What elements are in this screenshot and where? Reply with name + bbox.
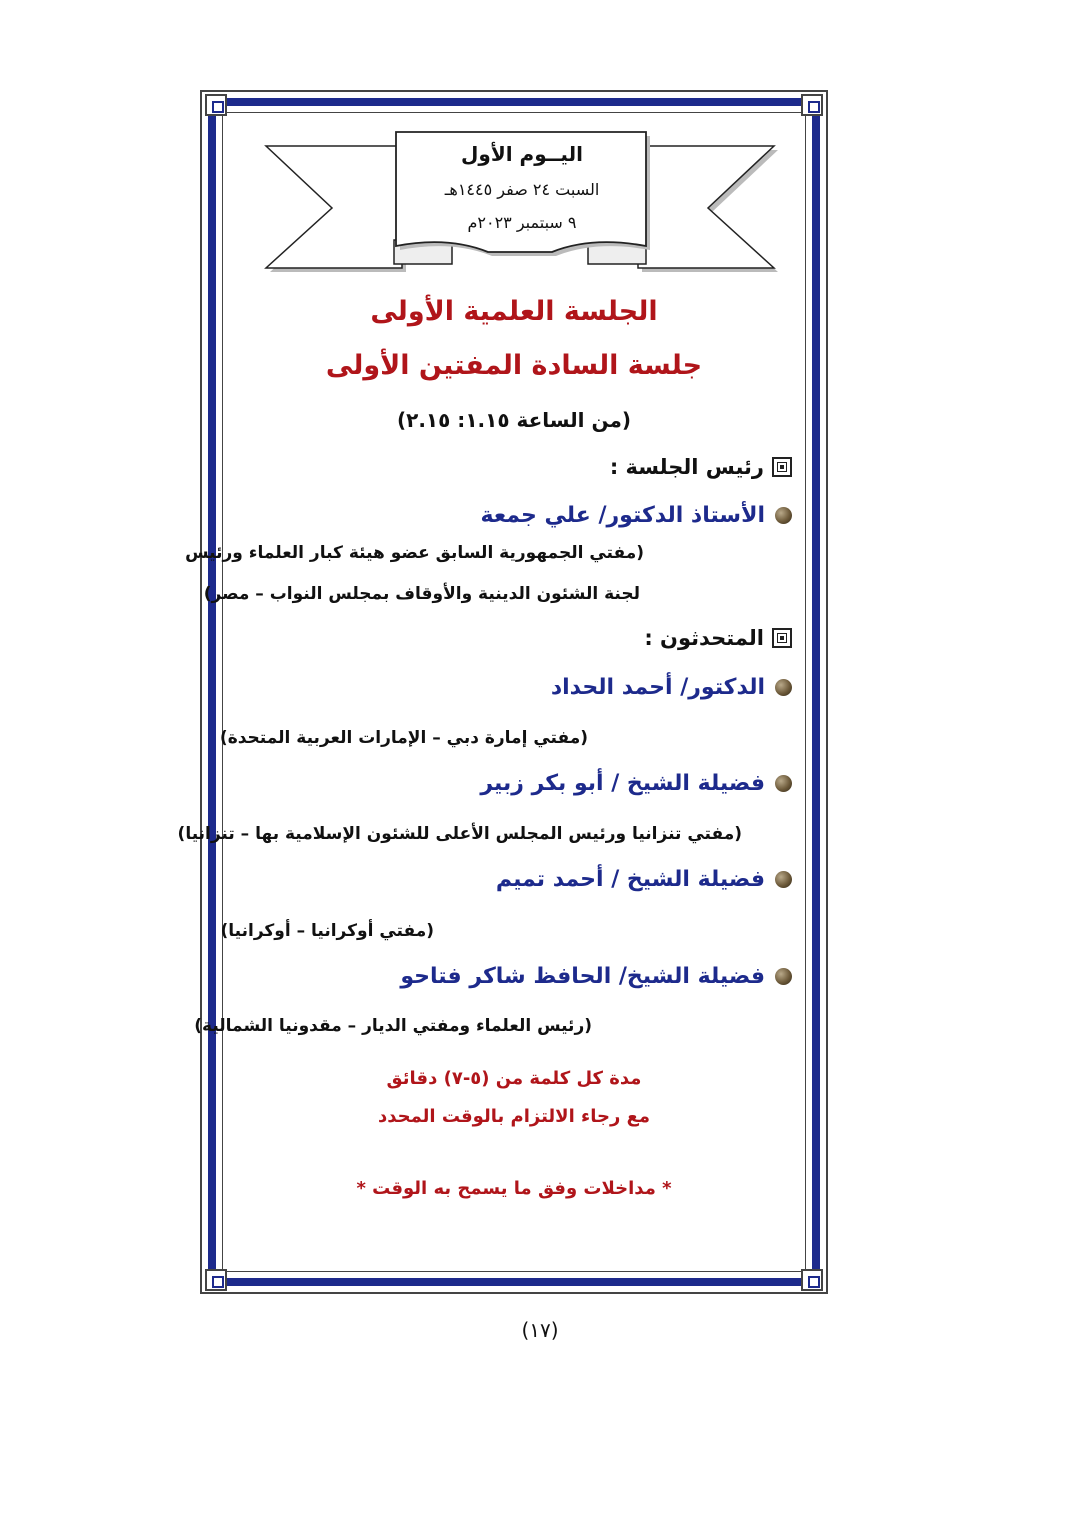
chair-desc-line2: لجنة الشئون الدينية والأوقاف بمجلس النواب – مصر) xyxy=(203,584,640,604)
page-number: (١٧) xyxy=(521,1318,559,1342)
speaker-name-row xyxy=(480,771,792,796)
speaker-desc: (مفتي تنزانيا ورئيس المجلس الأعلى للشئون الإسلامية بها – تنزانيا) xyxy=(177,824,742,844)
square-ornament-icon xyxy=(772,457,792,477)
speaker-name-row xyxy=(551,675,792,700)
gregorian-date: ٩ سبتمبر ٢٠٢٣م xyxy=(467,213,577,232)
chair-name: الأستاذ الدكتور/ علي جمعة xyxy=(480,503,765,528)
day-label: اليــوم الأول xyxy=(461,142,583,166)
speaker-desc: (مفتي أوكرانيا – أوكرانيا) xyxy=(220,921,434,941)
session-title: الجلسة العلمية الأولى xyxy=(370,296,658,327)
speaker-desc: (رئيس العلماء ومفتي الديار – مقدونيا الشمالية) xyxy=(194,1016,592,1036)
chair-desc-line1: (مفتي الجمهورية السابق عضو هيئة كبار العلماء ورئيس xyxy=(185,543,644,563)
bullet-icon xyxy=(775,507,792,524)
speakers-label: المتحدثون : xyxy=(644,626,764,650)
square-ornament-icon xyxy=(772,628,792,648)
chair-label: رئيس الجلسة : xyxy=(609,455,764,479)
hijri-date: السبت ٢٤ صفر ١٤٤٥هـ xyxy=(444,180,600,199)
speaker-name: فضيلة الشيخ/ الحافظ شاكر فتاحو xyxy=(400,964,765,989)
speaker-name: فضيلة الشيخ / أحمد تميم xyxy=(495,867,765,892)
corner-ornament-top-right xyxy=(801,94,823,116)
bullet-icon xyxy=(775,871,792,888)
banner-text xyxy=(400,136,644,232)
corner-ornament-bottom-right xyxy=(801,1269,823,1291)
duration-note: مدة كل كلمة من (٥-٧) دقائق xyxy=(386,1068,642,1089)
chair-label-row xyxy=(610,455,792,479)
speakers-label-row xyxy=(644,626,792,650)
bullet-icon xyxy=(775,775,792,792)
bullet-icon xyxy=(775,679,792,696)
commitment-note: مع رجاء الالتزام بالوقت المحدد xyxy=(377,1106,651,1127)
speaker-name: فضيلة الشيخ / أبو بكر زبير xyxy=(480,771,765,796)
speaker-name-row xyxy=(400,964,792,989)
speaker-desc: (مفتي إمارة دبي – الإمارات العربية المتحدة) xyxy=(219,728,588,748)
interventions-note: * مداخلات وفق ما يسمح به الوقت * xyxy=(356,1178,672,1199)
bullet-icon xyxy=(775,968,792,985)
session-time: (من الساعة ١.١٥: ٢.١٥) xyxy=(396,408,631,432)
corner-ornament-bottom-left xyxy=(205,1269,227,1291)
corner-ornament-top-left xyxy=(205,94,227,116)
speaker-name: الدكتور/ أحمد الحداد xyxy=(550,675,765,700)
speaker-name-row xyxy=(496,867,792,892)
chair-name-row xyxy=(481,503,792,528)
session-subtitle: جلسة السادة المفتين الأولى xyxy=(325,350,703,381)
